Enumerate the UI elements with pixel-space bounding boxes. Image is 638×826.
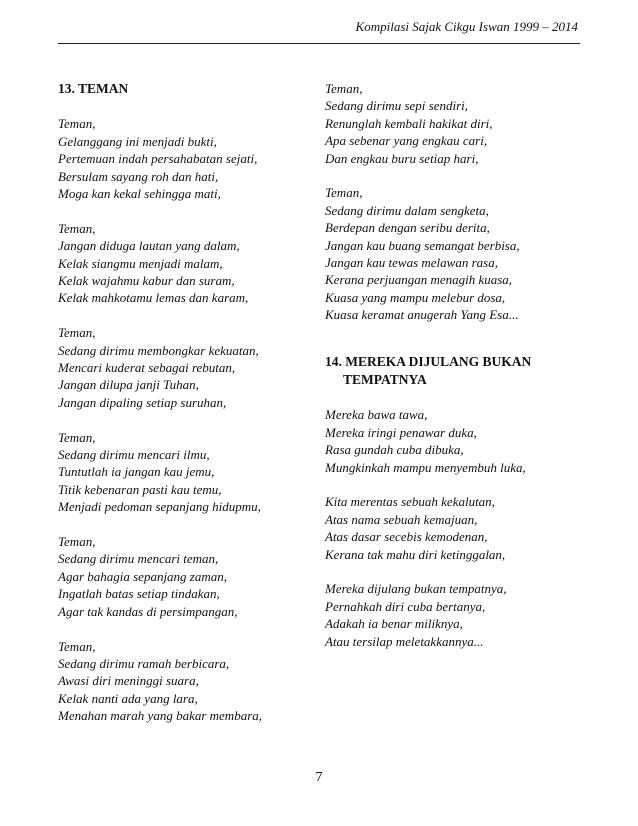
poem-line: Menahan marah yang bakar membara, (58, 708, 263, 724)
poem-line: Kelak nanti ada yang lara, (58, 690, 198, 706)
page-number: 7 (315, 770, 323, 785)
stanza (325, 493, 580, 563)
poem-line: Renunglah kembali hakikat diri, (325, 115, 493, 131)
poem-line: Kuasa keramat anugerah Yang Esa... (325, 307, 519, 323)
title-spacer (58, 98, 306, 115)
poem-body-teman (58, 115, 306, 724)
poem-line: Agar tak kandas di persimpangan, (58, 603, 238, 619)
stanza (325, 406, 580, 476)
running-header: Kompilasi Sajak Cikgu Iswan 1999 – 2014 (355, 19, 578, 34)
poem-line: Mereka dijulang bukan tempatnya, (325, 581, 507, 597)
poem-line: Mencari kuderat sebagai rebutan, (58, 360, 236, 376)
poem-line: Bersulam sayang roh dan hati, (58, 168, 219, 184)
stanza (325, 80, 580, 167)
poem-line: Menjadi pedoman sepanjang hidupmu, (58, 499, 261, 515)
poem-line: Jangan kau tewas melawan rasa, (325, 255, 498, 271)
poem-line: Teman, (58, 429, 96, 445)
poem-line: Kerana perjuangan menagih kuasa, (325, 272, 513, 288)
poem-line: Berdepan dengan seribu derita, (325, 220, 490, 236)
poem-line: Kelak siangmu menjadi malam, (58, 255, 223, 271)
poem-line: Rasa gundah cuba dibuka, (325, 442, 464, 458)
poem-line: Jangan dilupa janji Tuhan, (58, 377, 199, 393)
poem-title-mereka (325, 353, 580, 389)
poem-line: Sedang dirimu sepi sendiri, (325, 98, 468, 114)
poem-line: Moga kan kekal sehingga mati, (58, 186, 221, 202)
poem-line: Atas dasar secebis kemodenan, (325, 529, 488, 545)
poem-line: Teman, (58, 325, 96, 341)
poem-line: Sedang dirimu dalam sengketa, (325, 202, 489, 218)
poem-line: Kelak wajahmu kabur dan suram, (58, 273, 235, 289)
poem-line: Mereka iringi penawar duka, (325, 424, 477, 440)
poem-line: Titik kebenaran pasti kau temu, (58, 481, 222, 497)
stanza (58, 533, 306, 620)
poem-line: Jangan diduga lautan yang dalam, (58, 238, 240, 254)
poem-line: Teman, (325, 185, 363, 201)
title-spacer (325, 389, 580, 406)
poem-line: Pertemuan indah persahabatan sejati, (58, 151, 258, 167)
poem-line: Sedang dirimu mencari teman, (58, 551, 219, 567)
poem-line: Ingatlah batas setiap tindakan, (58, 586, 220, 602)
poem-line: Mungkinkah mampu menyembuh luka, (325, 459, 526, 475)
header-rule (58, 43, 580, 44)
poem-line: Kita merentas sebuah kekalutan, (325, 494, 495, 510)
poem-line: Kelak mahkotamu lemas dan karam, (58, 290, 249, 306)
poem-line: Dan engkau buru setiap hari, (325, 150, 479, 166)
poem-line: Gelanggang ini menjadi bukti, (58, 133, 217, 149)
poem-line: Sedang dirimu membongkar kekuatan, (58, 342, 259, 358)
poem-line: Tuntutlah ia jangan kau jemu, (58, 464, 215, 480)
poem-line: Apa sebenar yang engkau cari, (325, 133, 488, 149)
poem-line: Awasi diri meninggi suara, (58, 673, 199, 689)
poem-title-mereka-line2: TEMPATNYA (343, 372, 427, 388)
poem-line: Kerana tak mahu diri ketinggalan, (325, 546, 506, 562)
poem-line: Teman, (58, 220, 96, 236)
right-column (325, 80, 580, 668)
stanza (58, 324, 306, 411)
stanza (325, 184, 580, 323)
stanza (58, 429, 306, 516)
stanza (325, 580, 580, 650)
poem-line: Jangan kau buang semangat berbisa, (325, 237, 520, 253)
poem-line: Sedang dirimu mencari ilmu, (58, 447, 210, 463)
poem-line: Teman, (325, 81, 363, 96)
poem-body-mereka (325, 406, 580, 650)
poem-line: Pernahkah diri cuba bertanya, (325, 598, 486, 614)
poem-line: Teman, (58, 116, 96, 132)
poem-line: Adakah ia benar miliknya, (325, 616, 463, 632)
poem-line: Agar bahagia sepanjang zaman, (58, 568, 227, 584)
left-column (58, 80, 306, 742)
poem-line: Kuasa yang mampu melebur dosa, (325, 289, 506, 305)
stanza (58, 638, 306, 725)
poem-body-teman-continued (325, 80, 580, 324)
poem-line: Atas nama sebuah kemajuan, (325, 511, 478, 527)
poem-title-mereka-line1: 14. MEREKA DIJULANG BUKAN (325, 354, 532, 370)
poem-line: Atau tersilap meletakkannya... (325, 633, 484, 649)
poem-line: Jangan dipaling setiap suruhan, (58, 394, 227, 410)
stanza (58, 115, 306, 202)
poem-line: Teman, (58, 534, 96, 550)
poem-line: Sedang dirimu ramah berbicara, (58, 655, 230, 671)
poem-title-teman: 13. TEMAN (58, 81, 129, 96)
stanza (58, 220, 306, 307)
poem-line: Teman, (58, 638, 96, 654)
section-spacer (325, 341, 580, 353)
poem-line: Mereka bawa tawa, (325, 407, 428, 423)
